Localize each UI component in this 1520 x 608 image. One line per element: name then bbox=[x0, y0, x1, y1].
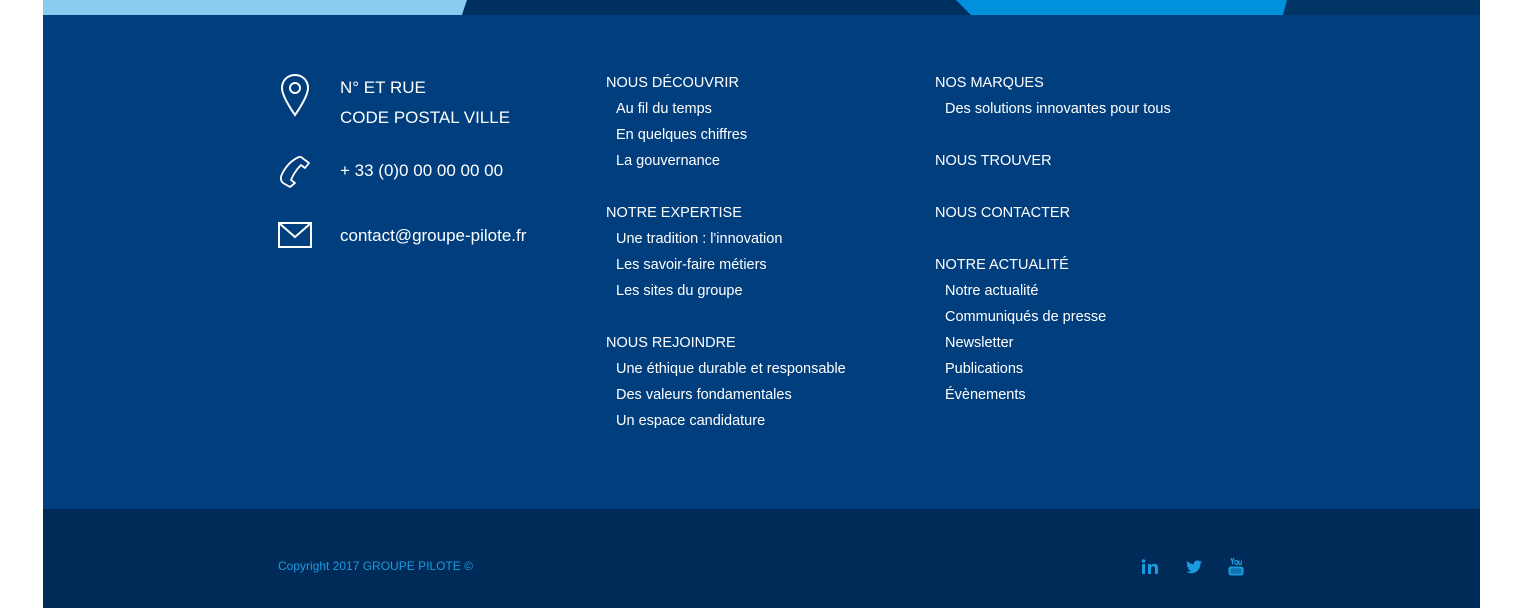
nav-section-marques bbox=[935, 73, 1171, 125]
nav-heading[interactable]: NOTRE ACTUALITÉ bbox=[935, 257, 1069, 273]
nav-heading[interactable]: NOTRE EXPERTISE bbox=[606, 205, 742, 221]
nav-section-actualite bbox=[935, 255, 1171, 411]
nav-link[interactable]: Une tradition : l'innovation bbox=[616, 231, 783, 247]
contact-phone[interactable] bbox=[278, 154, 504, 188]
nav-link[interactable]: Une éthique durable et responsable bbox=[616, 361, 846, 377]
linkedin-icon[interactable] bbox=[1139, 557, 1161, 577]
nav-heading[interactable]: NOS MARQUES bbox=[935, 75, 1044, 91]
nav-section-trouver bbox=[935, 151, 1171, 177]
nav-link[interactable]: Notre actualité bbox=[945, 283, 1039, 299]
footer-main bbox=[43, 15, 1480, 509]
contact-email[interactable] bbox=[278, 222, 527, 248]
nav-link[interactable]: Des solutions innovantes pour tous bbox=[945, 101, 1171, 117]
footer-bottom-bar bbox=[43, 509, 1480, 608]
nav-link[interactable]: Les savoir-faire métiers bbox=[616, 257, 767, 273]
footer-nav-col1 bbox=[606, 73, 846, 463]
nav-heading[interactable]: NOUS CONTACTER bbox=[935, 205, 1071, 221]
footer bbox=[43, 0, 1480, 608]
nav-link[interactable]: Communiqués de presse bbox=[945, 309, 1107, 325]
nav-section-decouvrir bbox=[606, 73, 846, 177]
map-pin-icon bbox=[278, 73, 312, 117]
nav-link[interactable]: En quelques chiffres bbox=[616, 127, 748, 143]
nav-link[interactable]: Évènements bbox=[945, 387, 1026, 403]
nav-link[interactable]: Au fil du temps bbox=[616, 101, 712, 117]
nav-link[interactable]: Des valeurs fondamentales bbox=[616, 387, 792, 403]
nav-section-expertise bbox=[606, 203, 846, 307]
nav-link[interactable]: Les sites du groupe bbox=[616, 283, 743, 299]
phone-icon bbox=[278, 154, 312, 188]
phone-number[interactable]: + 33 (0)0 00 00 00 00 bbox=[340, 161, 504, 180]
copyright-text: Copyright 2017 GROUPE PILOTE © bbox=[278, 559, 473, 573]
nav-link[interactable]: La gouvernance bbox=[616, 153, 720, 169]
contact-address bbox=[278, 73, 511, 127]
address-line1: N° ET RUE bbox=[340, 78, 426, 97]
twitter-icon[interactable] bbox=[1183, 557, 1205, 577]
nav-heading[interactable]: NOUS TROUVER bbox=[935, 153, 1052, 169]
nav-heading[interactable]: NOUS REJOINDRE bbox=[606, 335, 736, 351]
nav-link[interactable]: Publications bbox=[945, 361, 1024, 377]
decorative-top-strip bbox=[43, 0, 1480, 15]
footer-nav-col2 bbox=[935, 73, 1171, 437]
nav-section-contacter bbox=[935, 203, 1171, 229]
nav-link[interactable]: Un espace candidature bbox=[616, 413, 766, 429]
nav-heading[interactable]: NOUS DÉCOUVRIR bbox=[606, 75, 739, 91]
nav-link[interactable]: Newsletter bbox=[945, 335, 1014, 351]
nav-section-rejoindre bbox=[606, 333, 846, 437]
address-line2: CODE POSTAL VILLE bbox=[340, 108, 511, 127]
address-text bbox=[340, 73, 510, 133]
youtube-icon[interactable] bbox=[1225, 557, 1247, 577]
envelope-icon bbox=[278, 222, 312, 248]
email-link[interactable]: contact@groupe-pilote.fr bbox=[340, 226, 527, 245]
